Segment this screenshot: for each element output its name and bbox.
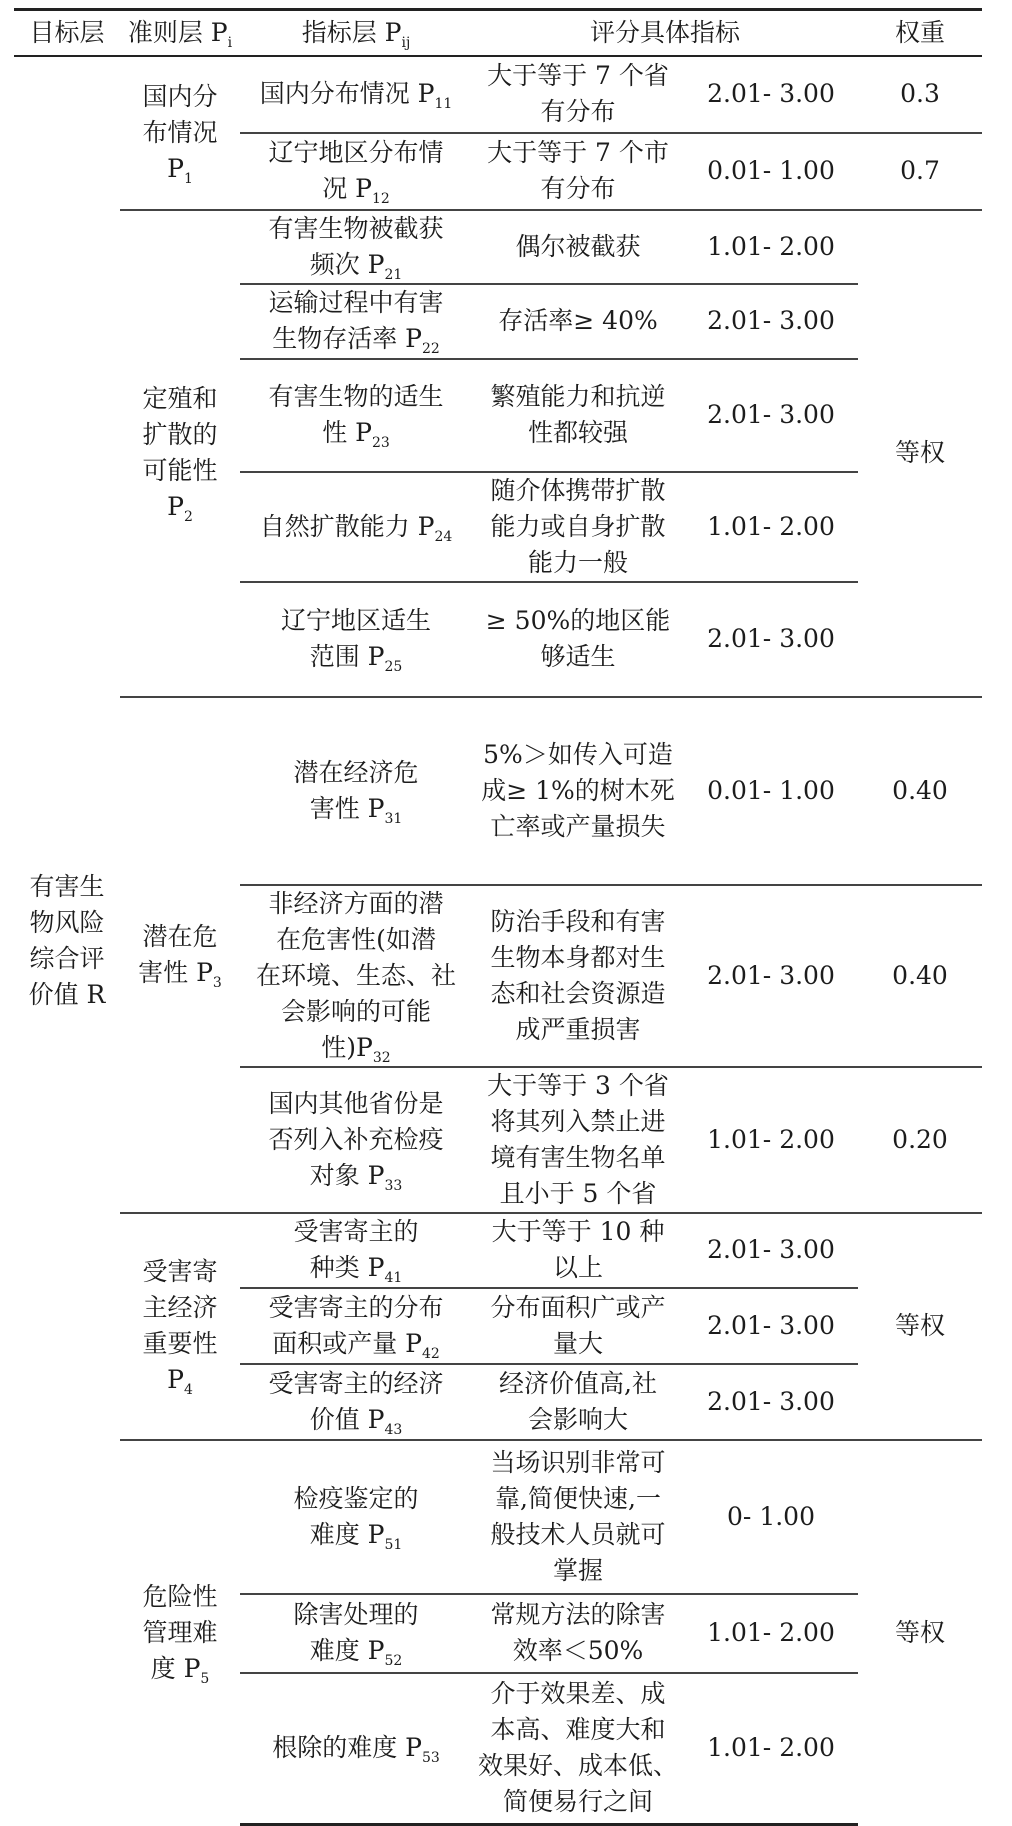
header-criteria: 准则层 $P_i$ [120,10,240,56]
table-container [14,8,982,1826]
spec-cell: 繁殖能力和抗逆 性都较强 [472,359,684,472]
score-cell: 1.01- 2.00 [684,472,858,582]
spec-cell: 常规方法的除害 效率＜50% [472,1594,684,1673]
table-row [14,1440,982,1594]
score-cell: 2.01- 3.00 [684,1288,858,1364]
weight-cell: 0.7 [858,133,982,210]
weight-cell: 0.40 [858,697,982,885]
header-spec: 评分具体指标 [472,10,858,56]
header-row [14,10,982,56]
criteria-cell: 国内分 布情况 $P_1$ [142,81,218,187]
indicator-cell: 非经济方面的潜 在危害性(如潜 在环境、生态、社 会影响的可能 性)$P_{32}$ [240,885,472,1067]
spec-cell: 大于等于 7 个市 有分布 [472,133,684,210]
weight-cell: 等权 [858,210,982,697]
score-cell: 0.01- 1.00 [684,697,858,885]
spec-cell: 防治手段和有害 生物本身都对生 态和社会资源造 成严重损害 [472,885,684,1067]
table-row [14,210,982,284]
weight-cell: 等权 [858,1440,982,1825]
score-cell: 2.01- 3.00 [684,582,858,697]
indicator-cell: 自然扩散能力 $P_{24}$ [240,472,472,582]
spec-cell: 大于等于 7 个省 有分布 [487,61,669,126]
indicator-cell: 有害生物被截获 频次 $P_{21}$ [240,210,472,284]
criteria-cell: 定殖和 扩散的 可能性 $P_2$ [120,210,240,697]
indicator-cell: 有害生物的适生 性 $P_{23}$ [240,359,472,472]
indicator-cell: 运输过程中有害 生物存活率 $P_{22}$ [240,284,472,359]
score-cell: 1.01- 2.00 [684,210,858,284]
spec-cell: 大于等于 10 种 以上 [472,1213,684,1288]
indicator-cell: 除害处理的 难度 $P_{52}$ [240,1594,472,1673]
spec-cell: 存活率≥ 40% [472,284,684,359]
spec-cell: 经济价值高,社 会影响大 [472,1364,684,1440]
weight-cell: 等权 [858,1213,982,1440]
weight-cell: 0.40 [858,885,982,1067]
indicator-cell: 辽宁地区分布情 况 $P_{12}$ [240,133,472,210]
score-cell: 0.01- 1.00 [684,133,858,210]
score-cell: 2.01- 3.00 [684,885,858,1067]
indicator-cell: 受害寄主的分布 面积或产量 $P_{42}$ [240,1288,472,1364]
spec-cell: 介于效果差、成 本高、难度大和 效果好、成本低、 简便易行之间 [472,1673,684,1825]
score-cell: 1.01- 2.00 [684,1594,858,1673]
weight-cell: 0.3 [900,79,940,108]
header-weight: 权重 [858,10,982,56]
score-cell: 1.01- 2.00 [684,1673,858,1825]
indicator-cell: 受害寄主的 种类 $P_{41}$ [240,1213,472,1288]
table-row [14,1213,982,1288]
indicator-cell: 国内其他省份是 否列入补充检疫 对象 $P_{33}$ [240,1067,472,1213]
spec-cell: 当场识别非常可 靠,简便快速,一 般技术人员就可 掌握 [472,1440,684,1594]
score-cell: 2.01- 3.00 [684,1364,858,1440]
table-row [14,697,982,885]
score-cell: 2.01- 3.00 [684,1213,858,1288]
spec-cell: 随介体携带扩散 能力或自身扩散 能力一般 [472,472,684,582]
score-cell: 2.01- 3.00 [684,284,858,359]
indicator-cell: 根除的难度 $P_{53}$ [240,1673,472,1825]
criteria-cell: 潜在危 害性 $P_3$ [120,697,240,1213]
spec-cell: 分布面积广或产 量大 [472,1288,684,1364]
indicator-cell: 检疫鉴定的 难度 $P_{51}$ [240,1440,472,1594]
goal-cell: 有害生 物风险 综合评 价值 R [28,871,106,1009]
header-indicator: 指标层 $P_{ij}$ [240,10,472,56]
score-cell: 2.01- 3.00 [684,359,858,472]
risk-evaluation-table [14,8,982,1826]
spec-cell: 大于等于 3 个省 将其列入禁止进 境有害生物名单 且小于 5 个省 [472,1067,684,1213]
table-row [14,56,982,133]
indicator-cell: 潜在经济危 害性 $P_{31}$ [240,697,472,885]
weight-cell: 0.20 [858,1067,982,1213]
indicator-cell: 辽宁地区适生 范围 $P_{25}$ [240,582,472,697]
spec-cell: 偶尔被截获 [472,210,684,284]
criteria-cell: 危险性 管理难 度 $P_5$ [120,1440,240,1825]
score-cell: 2.01- 3.00 [707,79,835,108]
score-cell: 1.01- 2.00 [684,1067,858,1213]
spec-cell: 5%＞如传入可造 成≥ 1%的树木死 亡率或产量损失 [472,697,684,885]
indicator-cell: 国内分布情况 $P_{11}$ [259,79,453,112]
score-cell: 0- 1.00 [684,1440,858,1594]
spec-cell: ≥ 50%的地区能 够适生 [472,582,684,697]
criteria-cell: 受害寄 主经济 重要性 $P_4$ [120,1213,240,1440]
header-goal: 目标层 [14,10,120,56]
indicator-cell: 受害寄主的经济 价值 $P_{43}$ [240,1364,472,1440]
